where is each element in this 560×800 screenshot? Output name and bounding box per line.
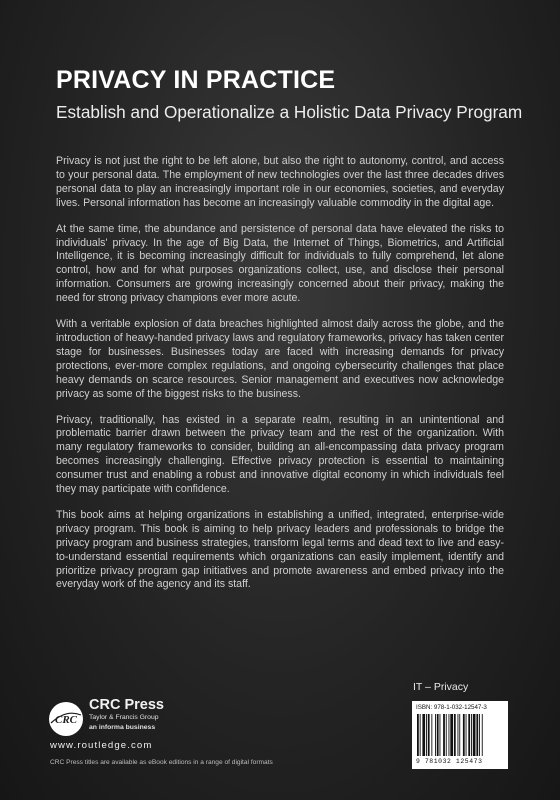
barcode-bar — [446, 714, 447, 756]
publisher-website: www.routledge.com — [50, 740, 153, 751]
barcode-bar — [466, 714, 467, 756]
subject-category: IT – Privacy — [413, 681, 469, 693]
barcode-icon — [416, 714, 504, 758]
blurb-paragraph-1: Privacy is not just the right to be left alone, but also the right to autonomy, control, and access to your personal data. The employment of new technologies over the last three decades drives personal data to play an increasingly important role in our economies, societies, and everyday lives. Personal information has become an increasingly valuable commodity in the digital age. — [56, 155, 504, 209]
blurb-text — [56, 155, 504, 604]
crc-press-logo-icon — [48, 701, 84, 737]
barcode-bar — [420, 714, 421, 756]
barcode-bar — [440, 714, 441, 756]
book-title: PRIVACY IN PRACTICE — [56, 66, 336, 94]
barcode-bar — [428, 714, 430, 756]
crc-logo-text: CRC — [54, 714, 78, 726]
barcode-bar — [463, 714, 465, 756]
barcode-bar — [450, 714, 453, 756]
isbn-label: ISBN: 978-1-032-12547-3 — [416, 704, 487, 711]
barcode-digits: 9 781032 125473 — [416, 758, 483, 765]
barcode-bar — [468, 714, 470, 756]
barcode-bar — [437, 714, 439, 756]
barcode-bar — [426, 714, 427, 756]
barcode-bar — [454, 714, 456, 756]
ebook-availability-note: CRC Press titles are available as eBook editions in a range of digital formats — [50, 759, 273, 766]
blurb-paragraph-3: With a veritable explosion of data breaches highlighted almost daily across the globe, and the introduction of heavy-handed privacy laws and regulatory frameworks, privacy has taken center stage for businesses. Businesses today are faced with increasing demands for privacy protections, ever-more complex regulations, and ongoing cybersecurity challenges that place heavy demands on scarce resources. Senior management and executives now acknowledge privacy as some of the biggest risks to the business. — [56, 318, 504, 400]
barcode-bar — [476, 714, 478, 756]
barcode-bar — [459, 714, 460, 756]
book-subtitle: Establish and Operationalize a Holistic Data Privacy Program — [56, 102, 523, 122]
barcode-bar — [449, 714, 450, 756]
barcode-bar — [479, 714, 480, 756]
barcode-bar — [431, 714, 432, 756]
blurb-paragraph-2: At the same time, the abundance and persistence of personal data have elevated the risks to individuals' privacy. In the age of Big Data, the Internet of Things, Biometrics, and Artificial Intelligence, it is becoming increasingly difficult for individuals to fully comprehend, let alone control, how and for what purposes organizations collect, use, and disclose their personal information. Consumers are growing increasingly concerned about their privacy, making the need for strong privacy champions ever more acute. — [56, 222, 504, 305]
publisher-name: CRC Press — [89, 697, 164, 713]
barcode-bar — [473, 714, 476, 756]
barcode-bar — [458, 714, 459, 756]
barcode-bar — [443, 714, 445, 756]
barcode-bar — [435, 714, 436, 756]
publisher-group: Taylor & Francis Group — [89, 714, 159, 721]
blurb-paragraph-4: Privacy, traditionally, has existed in a separate realm, resulting in an unintentional and problematic barrier drawn between the privacy team and the rest of the organization. With many regulatory frameworks to consider, building an all-encompassing data privacy program becomes increasingly challenging. Effective privacy protection is essential to maintaining consumer trust and enabling a robust and innovative digital economy in which individuals feel they may participate with confidence. — [56, 413, 504, 496]
barcode-bar — [422, 714, 425, 756]
publisher-tagline: an informa business — [89, 724, 156, 731]
barcode-bar — [417, 714, 419, 756]
barcode-bar — [482, 714, 483, 756]
barcode-bar — [471, 714, 472, 756]
barcode-panel — [412, 701, 508, 769]
blurb-paragraph-5: This book aims at helping organizations in establishing a unified, integrated, enterprise-wide privacy program. This book is aiming to help privacy leaders and professionals to bridge the privacy program and business strategies, transform legal terms and dead text to live and easy-to-understand essential requirements which organizations can easily implement, identify and prioritize privacy program gap initiatives and promote awareness and embed privacy into the everyday work of the agency and its staff. — [56, 508, 504, 591]
